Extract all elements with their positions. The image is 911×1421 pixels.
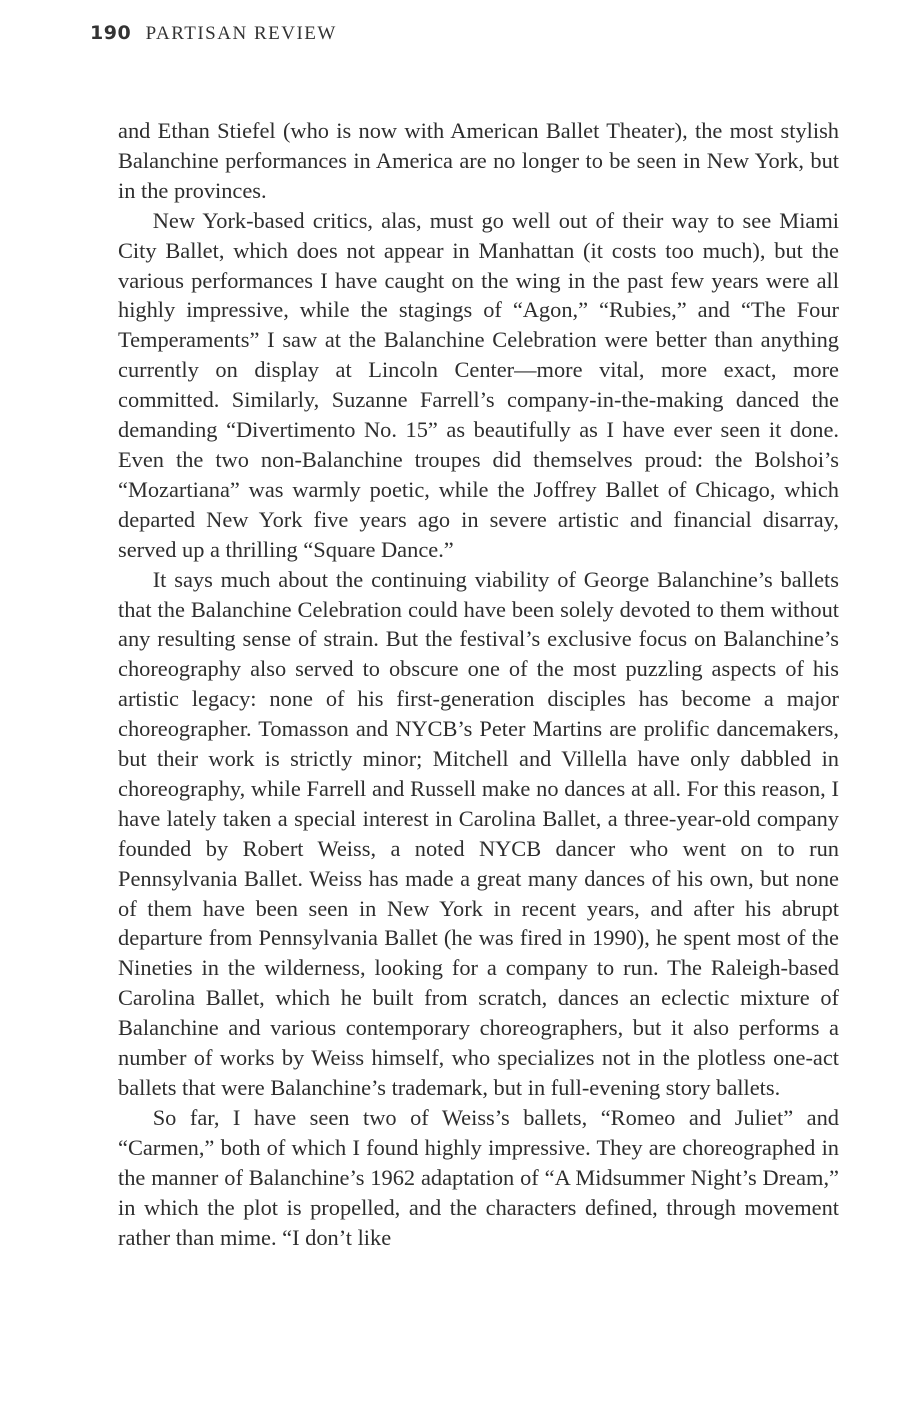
- page-number: 190: [90, 22, 132, 44]
- paragraph-new-york-critics: New York-based critics, alas, must go well out of their way to see Miami City Ballet, which does not appear in Manhattan (it costs too much), but the various performances I have caught on the wing in the past few years were all highly impressive, while the stagings of “Agon,” “Rubies,” and “The Four Temperaments” I saw at the Balanchine Celebration were better than anything currently on display at Lincoln Center—more vital, more exact, more committed. Similarly, Suzanne Farrell’s company-in-the-making danced the demanding “Divertimento No. 15” as beautifully as I have ever seen it done. Even the two non-Balanchine troupes did themselves proud: the Bolshoi’s “Mozartiana” was warmly poetic, while the Joffrey Ballet of Chicago, which departed New York five years ago in severe artistic and financial disarray, served up a thrilling “Square Dance.”: [118, 207, 839, 562]
- paragraph-balanchine-legacy: It says much about the continuing viability of George Balanchine’s ballets that the Balanchine Celebration could have been solely devoted to them without any resulting sense of strain. But the festival’s exclusive focus on Balanchine’s choreography also served to obscure one of the most puzzling aspects of his artistic legacy: none of his first-generation disciples has become a major choreographer. Tomasson and NYCB’s Peter Martins are prolific dancemakers, but their work is strictly minor; Mitchell and Villella have only dabbled in choreography, while Farrell and Russell make no dances at all. For this reason, I have lately taken a special interest in Carolina Ballet, a three-year-old company founded by Robert Weiss, a noted NYCB dancer who went on to run Pennsylvania Ballet. Weiss has made a great many dances of his own, but none of them have been seen in New York in recent years, and after his abrupt departure from Pennsylvania Ballet (he was fired in 1990), he spent most of the Nineties in the wilderness, looking for a company to run. The Raleigh-based Carolina Ballet, which he built from scratch, dances an eclectic mixture of Balanchine and various contemporary choreographers, but it also performs a number of works by Weiss himself, who specializes not in the plotless one-act ballets that were Balanchine’s trademark, but in full-evening story ballets.: [118, 566, 839, 1100]
- paragraph-continued: and Ethan Stiefel (who is now with American Ballet Theater), the most stylish Balanchine performances in America are no longer to be seen in New York, but in the provinces.: [118, 118, 839, 203]
- journal-title: PARTISAN REVIEW: [145, 23, 337, 44]
- paragraph-weiss-ballets: So far, I have seen two of Weiss’s ballets, “Romeo and Juliet” and “Carmen,” both of which I found highly impressive. They are choreographed in the manner of Balanchine’s 1962 adaptation of “A Midsummer Night’s Dream,” in which the plot is propelled, and the characters defined, through movement rather than mime. “I don’t like: [118, 1104, 839, 1250]
- running-head: [90, 22, 337, 45]
- article-body: [118, 116, 839, 1252]
